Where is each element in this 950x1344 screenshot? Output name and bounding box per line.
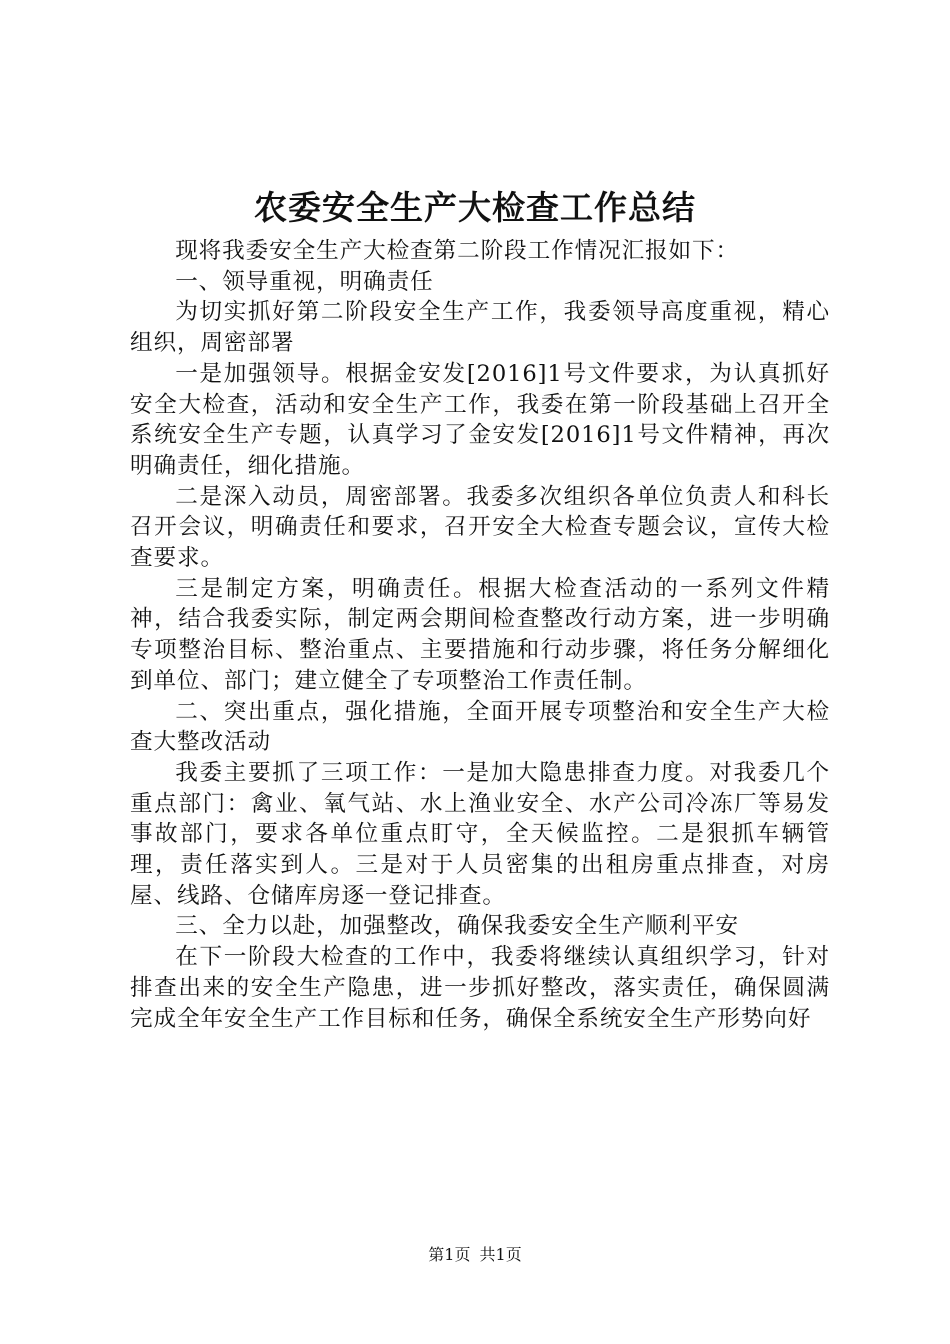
paragraph-point-2: 二是深入动员，周密部署。我委多次组织各单位负责人和科长召开会议，明确责任和要求，召开安全大检查专题会议，宣传大检查要求。 <box>130 483 830 572</box>
heading-section-3: 三、全力以赴，加强整改，确保我委安全生产顺利平安 <box>175 913 740 940</box>
paragraph-intro: 现将我委安全生产大检查第二阶段工作情况汇报如下： <box>175 238 740 264</box>
page-number-footer: 第1页 共1页 <box>428 1245 522 1264</box>
paragraph-section-2-body: 我委主要抓了三项工作：一是加大隐患排查力度。对我委几个重点部门：禽业、氧气站、水上渔业安全、水产公司冷冻厂等易发事故部门，要求各单位重点盯守，全天候监控。二是狠抓车辆管理，责任落实到人。三是对于人员密集的出租房重点排查，对房屋、线路、仓储库房逐一登记排查。 <box>130 759 830 909</box>
paragraph-section-1-summary: 为切实抓好第二阶段安全生产工作，我委领导高度重视，精心组织，周密部署 <box>130 299 830 357</box>
paragraph-point-3: 三是制定方案，明确责任。根据大检查活动的一系列文件精神，结合我委实际，制定两会期间检查整改行动方案，进一步明确专项整治目标、整治重点、主要措施和行动步骤，将任务分解细化到单位、部门；建立健全了专项整治工作责任制。 <box>130 575 830 694</box>
document-title: 农委安全生产大检查工作总结 <box>254 188 696 227</box>
heading-section-2: 二、突出重点，强化措施，全面开展专项整治和安全生产大检查大整改活动 <box>130 698 830 756</box>
paragraph-point-1: 一是加强领导。根据金安发[2016]1号文件要求，为认真抓好安全大检查，活动和安全生产工作，我委在第一阶段基础上召开全系统安全生产专题，认真学习了金安发[2016]1号文件精神，再次明确责任，细化措施。 <box>130 360 830 479</box>
document-body <box>130 236 830 1034</box>
heading-section-1: 一、领导重视，明确责任 <box>175 268 434 295</box>
paragraph-section-3-body: 在下一阶段大检查的工作中，我委将继续认真组织学习，针对排查出来的安全生产隐患，进一步抓好整改，落实责任，确保圆满完成全年安全生产工作目标和任务，确保全系统安全生产形势向好 <box>130 944 830 1032</box>
